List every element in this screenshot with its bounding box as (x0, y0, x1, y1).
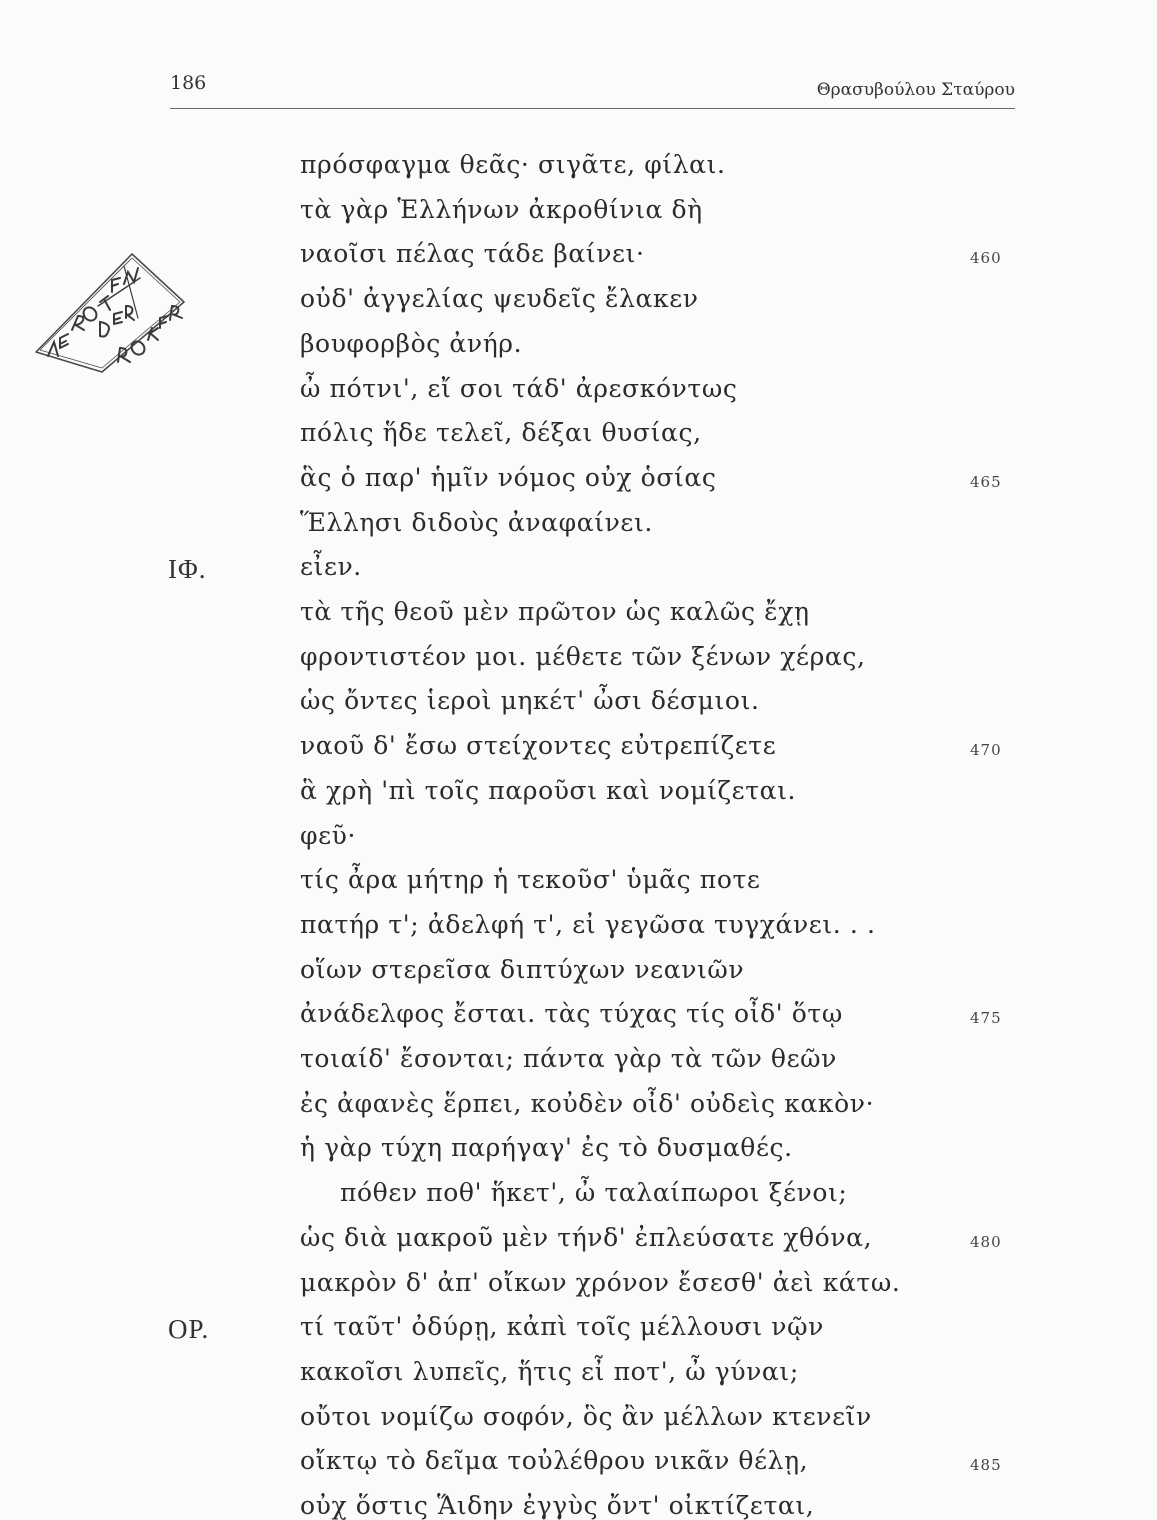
verse-text: ἃ χρὴ 'πὶ τοῖς παροῦσι καὶ νομίζεται. (300, 775, 797, 805)
verse-text: ὡς ὄντες ἱεροὶ μηκέτ' ὦσι δέσμιοι. (300, 686, 760, 716)
running-head: Θρασυβούλου Σταύρου (816, 80, 1015, 100)
verse-text: ἃς ὁ παρ' ἡμῖν νόμος οὐχ ὁσίας (300, 462, 717, 492)
verse-text: ναοῦ δ' ἔσω στείχοντες εὐτρεπίζετε (300, 731, 777, 761)
verse-text: οὔτοι νομίζω σοφόν, ὃς ἂν μέλλων κτενεῖν (300, 1401, 872, 1431)
verse-text: ἡ γὰρ τύχη παρήγαγ' ἐς τὸ δυσμαθές. (300, 1133, 793, 1163)
verse-text: φροντιστέον μοι. μέθετε τῶν ξένων χέρας, (300, 641, 866, 671)
verse-text: οἴκτῳ τὸ δεῖμα τοὐλέθρου νικᾶν θέλῃ, (300, 1446, 809, 1476)
verse-text: ὦ πότνι', εἴ σοι τάδ' ἀρεσκόντως (300, 373, 738, 403)
line-number: 460 (970, 249, 1002, 268)
verse-text: οὐδ' ἀγγελίας ψευδεῖς ἔλακεν (300, 284, 699, 314)
header-rule (170, 108, 1015, 109)
line-number: 480 (970, 1232, 1002, 1251)
verse-text: ναοῖσι πέλας τάδε βαίνει· (300, 239, 645, 269)
verse-text: τίς ἆρα μήτηρ ἡ τεκοῦσ' ὑμᾶς ποτε (300, 865, 761, 895)
line-number: 465 (970, 472, 1002, 491)
verse-text: βουφορβὸς ἀνήρ. (300, 328, 523, 358)
line-number: 470 (970, 741, 1002, 760)
speaker-label: ΟΡ. (168, 1314, 210, 1345)
verse-text: τί ταῦτ' ὀδύρῃ, κἀπὶ τοῖς μέλλουσι νῷν (300, 1312, 824, 1342)
verse-text: ἐς ἀφανὲς ἕρπει, κοὐδὲν οἶδ' οὐδεὶς κακὸν· (300, 1088, 875, 1118)
verse-text: οὐχ ὅστις Ἅιδην ἐγγὺς ὄντ' οἰκτίζεται, (300, 1491, 815, 1520)
verse-text: τὰ τῆς θεοῦ μὲν πρῶτον ὡς καλῶς ἔχῃ (300, 597, 810, 626)
verse-text: Ἕλλησι διδοὺς ἀναφαίνει. (300, 507, 653, 537)
verse-text: κακοῖσι λυπεῖς, ἥτις εἶ ποτ', ὦ γύναι; (300, 1356, 799, 1386)
verse-text: οἵων στερεῖσα διπτύχων νεανιῶν (300, 954, 745, 984)
verse-text: μακρὸν δ' ἀπ' οἴκων χρόνον ἔσεσθ' ἀεὶ κάτω. (300, 1267, 901, 1297)
verse-text: φεῦ· (300, 820, 357, 850)
verse-text: τοιαίδ' ἔσονται; πάντα γὰρ τὰ τῶν θεῶν (300, 1044, 837, 1073)
verse-text: πρόσφαγμα θεᾶς· σιγᾶτε, φίλαι. (300, 150, 726, 179)
verse-text: ἀνάδελφος ἔσται. τὰς τύχας τίς οἶδ' ὅτῳ (300, 999, 843, 1029)
verse-text: πόθεν ποθ' ἥκετ', ὦ ταλαίπωροι ξένοι; (340, 1178, 848, 1208)
line-number: 475 (970, 1009, 1002, 1028)
library-stamp-icon (28, 244, 188, 374)
verse-text: τὰ γὰρ Ἑλλήνων ἀκροθίνια δὴ (300, 194, 703, 224)
speaker-label: ΙΦ. (168, 554, 207, 585)
page-number: 186 (170, 72, 207, 94)
verse-text: πόλις ἥδε τελεῖ, δέξαι θυσίας, (300, 418, 702, 448)
page-header (170, 72, 1015, 108)
verse-text: εἶεν. (300, 552, 362, 582)
line-number: 485 (970, 1456, 1002, 1475)
verse-text: ὡς διὰ μακροῦ μὲν τήνδ' ἐπλεύσατε χθόνα, (300, 1222, 873, 1252)
verse-text: πατήρ τ'; ἀδελφή τ', εἰ γεγῶσα τυγχάνει. . . (300, 909, 876, 939)
